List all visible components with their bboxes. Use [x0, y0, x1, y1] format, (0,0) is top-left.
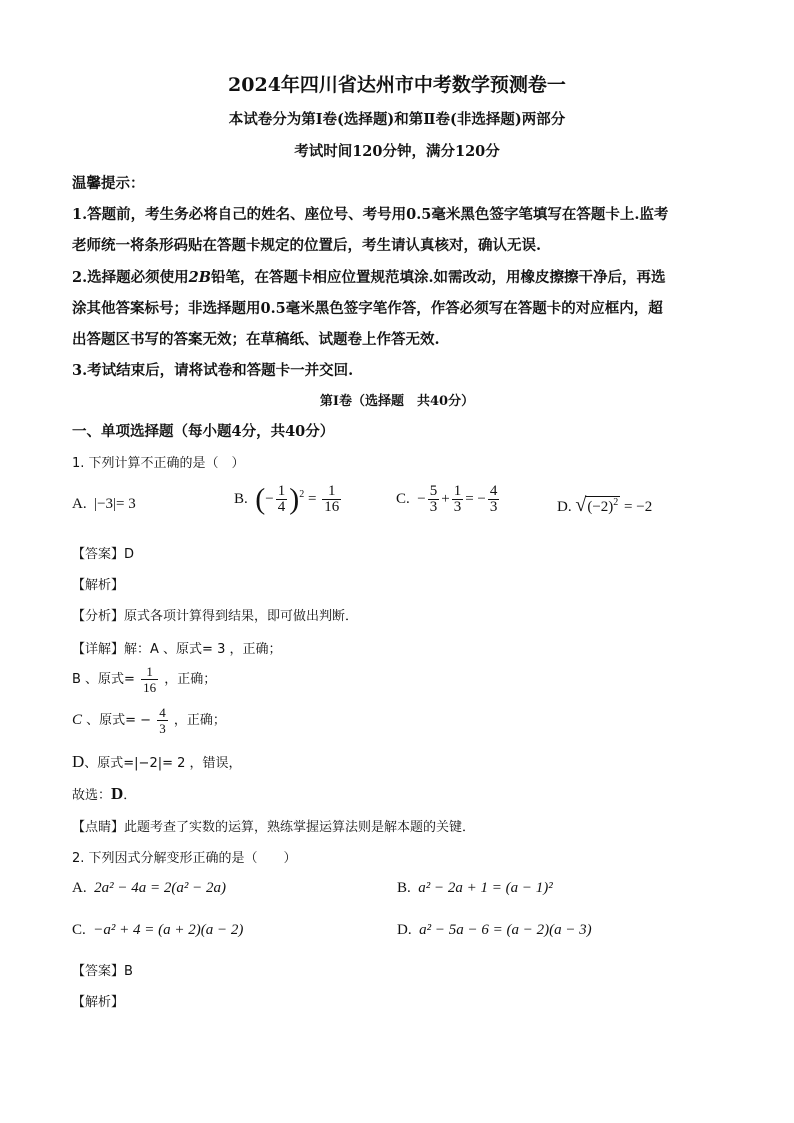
- q1-option-d: D. $√(-2)^2 = -2$: [557, 494, 653, 516]
- q2-stem: 2. 下列因式分解变形正确的是（ ）: [72, 851, 297, 866]
- q1-detail-d: D、原式=|−2|= 2 ，错误，: [72, 752, 242, 771]
- notice-item1-line1: 1.答题前，考生务必将自己的姓名、座位号、考号用0.5毫米黑色签字笔填写在答题卡上.监考: [72, 206, 669, 223]
- exam-time-line: 考试时间120分钟，满分120分: [294, 143, 500, 160]
- q1-fenxi: 【分析】原式各项计算得到结果，即可做出判断．: [72, 609, 359, 624]
- part-title: 第Ⅰ卷（选择题 共40分）: [319, 394, 475, 409]
- q2-option-a: A. 2a² − 4a = 2(a² − 2a): [72, 880, 226, 896]
- q1-detail-c: C 、原式= − $\frac{4}{3}$ ，正确；: [72, 705, 226, 736]
- notice-heading: 温馨提示：: [72, 175, 145, 192]
- q1-dianjing: 【点睛】此题考查了实数的运算，熟练掌握运算法则是解本题的关键．: [72, 820, 476, 835]
- q2-analysis-label: 【解析】: [72, 995, 125, 1010]
- q1-stem: 1. 下列计算不正确的是（ ）: [72, 456, 245, 471]
- notice-item2-line1: 2.选择题必须使用2B铅笔，在答题卡相应位置规范填涂.如需改动，用橡皮擦擦干净后，再选: [72, 269, 666, 286]
- q1-analysis-label: 【解析】: [72, 578, 125, 593]
- q2-option-d: D. a² − 5a − 6 = (a − 2)(a − 3): [397, 922, 592, 938]
- q1-xiangjie: 【详解】解：A 、原式= 3 ，正确；: [72, 642, 282, 657]
- q1-option-c: C. − $\frac{5}{3}$ + $\frac{1}{3}$ = − $\frac{4}{3}$: [396, 483, 498, 515]
- section-heading: 一、单项选择题（每小题4分，共40分）: [72, 423, 335, 440]
- q1-option-a: A. |−3|= 3: [72, 496, 136, 512]
- q2-answer: 【答案】B: [72, 964, 133, 979]
- notice-item1-line2: 老师统一将条形码贴在答题卡规定的位置后，考生请认真核对，确认无误.: [72, 237, 542, 254]
- q1-conclusion: 故选：D．: [72, 784, 137, 803]
- notice-item3: 3.考试结束后，请将试卷和答题卡一并交回.: [72, 362, 354, 379]
- page-subtitle: 本试卷分为第Ⅰ卷(选择题)和第Ⅱ卷(非选择题)两部分: [228, 111, 566, 128]
- page-title: 2024年四川省达州市中考数学预测卷一: [228, 74, 566, 96]
- notice-item2-line3: 出答题区书写的答案无效；在草稿纸、试题卷上作答无效.: [72, 331, 440, 348]
- q1-option-b: B. (− $\frac{1}{4}$ )$^2$ = $\frac{1}{16}$: [234, 482, 340, 516]
- notice-item2-line2: 涂其他答案标号；非选择题用0.5毫米黑色签字笔作答，作答必须写在答题卡的对应框内，超: [72, 300, 663, 317]
- q1-detail-b: B 、原式= $\frac{1}{16}$ ，正确；: [72, 664, 217, 695]
- q1-answer: 【答案】D: [72, 547, 135, 562]
- q2-option-b: B. a² − 2a + 1 = (a − 1)²: [397, 880, 553, 896]
- q2-option-c: C. −a² + 4 = (a + 2)(a − 2): [72, 922, 244, 938]
